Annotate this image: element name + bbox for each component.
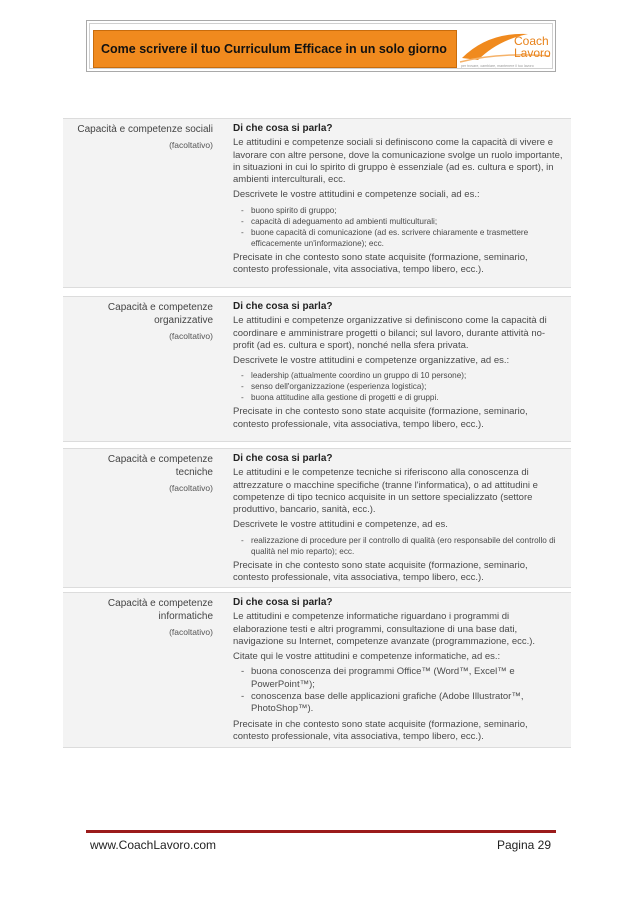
- list-item: - buono spirito di gruppo;: [233, 205, 563, 216]
- section-closing: Precisate in che contesto sono state acquisite (formazione, seminario, contesto professionale, vita associativa, tempo libero, ecc.).: [233, 251, 528, 276]
- section-closing: Precisate in che contesto sono state acquisite (formazione, seminario, contesto professionale, vita associativa, tempo libero, ecc.).: [233, 559, 528, 584]
- section-label: [63, 597, 213, 639]
- section-social-skills: [63, 118, 571, 288]
- section-intro: Citate qui le vostre attitudini e competenze informatiche, ad es.:: [233, 651, 501, 663]
- section-technical-skills: [63, 448, 571, 588]
- page-header: [86, 20, 556, 72]
- section-label: [63, 301, 213, 343]
- footer-website-link[interactable]: www.CoachLavoro.com: [90, 838, 217, 852]
- logo-graphic: [458, 26, 554, 70]
- section-paragraph: Le attitudini e le competenze tecniche si riferiscono alla conoscenza di attrezzature o macchine specifiche (tranne l'informatica), o ad attitudini e competenze di tipo tecnico acquisite in un settore specializzato (settore produttivo, bancario, sanità, ecc.).: [233, 467, 538, 516]
- section-paragraph: Le attitudini e competenze sociali si definiscono come la capacità di vivere e lavorare con altre persone, dove la comunicazione svolge un ruolo importante, in situazioni in cui lo spirito di gruppo è essenziale (ad es. cultura e sport), in ambienti interculturali, ecc.: [233, 137, 563, 186]
- list-item: - buona attitudine alla gestione di progetti e di gruppi.: [233, 392, 563, 403]
- section-organizational-skills: [63, 296, 571, 442]
- section-question: Di che cosa si parla?: [233, 123, 333, 134]
- list-item: - senso dell'organizzazione (esperienza logistica);: [233, 381, 563, 392]
- example-list: [233, 370, 563, 403]
- list-item: - conoscenza base delle applicazioni grafiche (Adobe Illustrator™, PhotoShop™).: [233, 691, 563, 716]
- section-label: [63, 453, 213, 495]
- optional-note: (facoltativo): [169, 140, 213, 150]
- footer-rule: [86, 830, 556, 833]
- list-item: - leadership (attualmente coordino un gruppo di 10 persone);: [233, 370, 563, 381]
- example-list: [233, 666, 563, 715]
- coach-lavoro-logo: [458, 26, 554, 70]
- label-line: Capacità e competenze: [107, 454, 213, 465]
- logo-line-2: Lavoro: [514, 46, 551, 60]
- section-question: Di che cosa si parla?: [233, 597, 333, 608]
- optional-note: (facoltativo): [169, 483, 213, 493]
- list-item: - buone capacità di comunicazione (ad es. scrivere chiaramente e trasmettere efficacemente un'informazione); ecc.: [233, 227, 563, 249]
- logo-line-1: Coach: [514, 34, 549, 48]
- section-body: [233, 453, 563, 587]
- section-question: Di che cosa si parla?: [233, 301, 333, 312]
- label-line: Capacità e competenze: [107, 598, 213, 609]
- label-line: tecniche: [175, 467, 213, 478]
- section-body: [233, 597, 563, 746]
- section-computer-skills: [63, 592, 571, 748]
- title-bar: [93, 30, 457, 68]
- label-line: organizzative: [154, 315, 213, 326]
- section-closing: Precisate in che contesto sono state acquisite (formazione, seminario, contesto professionale, vita associativa, tempo libero, ecc.).: [233, 718, 528, 742]
- label-line: informatiche: [158, 611, 213, 622]
- section-closing: Precisate in che contesto sono state acquisite (formazione, seminario, contesto professionale, vita associativa, tempo libero, ecc.).: [233, 406, 528, 430]
- section-body: [233, 301, 563, 434]
- section-intro: Descrivete le vostre attitudini e competenze, ad es.: [233, 519, 448, 531]
- list-item: - realizzazione di procedure per il controllo di qualità (ero responsabile del controllo di qualità nel mio reparto); ecc.: [233, 535, 563, 557]
- optional-note: (facoltativo): [169, 331, 213, 341]
- header-frame: [89, 23, 553, 69]
- section-paragraph: Le attitudini e competenze organizzative si definiscono come la capacità di coordinare e amministrare progetti o bilanci; sul lavoro, durante attività no-profit (ad es. cultura e sport), nonché nella sfera privata.: [233, 315, 547, 351]
- section-intro: Descrivete le vostre attitudini e competenze organizzative, ad es.:: [233, 355, 510, 367]
- optional-note: (facoltativo): [169, 627, 213, 637]
- section-label: [63, 123, 213, 152]
- section-question: Di che cosa si parla?: [233, 453, 333, 464]
- label-line: Capacità e competenze sociali: [77, 124, 213, 135]
- logo-tagline: per trovare, cambiare, mantenere il tuo lavoro: [461, 64, 534, 68]
- document-title: Come scrivere il tuo Curriculum Efficace in un solo giorno: [101, 42, 447, 56]
- section-body: [233, 123, 563, 279]
- example-list: [233, 535, 563, 557]
- section-intro: Descrivete le vostre attitudini e competenze sociali, ad es.:: [233, 189, 480, 201]
- example-list: [233, 205, 563, 249]
- list-item: - capacità di adeguamento ad ambienti multiculturali;: [233, 216, 563, 227]
- section-paragraph: Le attitudini e competenze informatiche riguardano i programmi di elaborazione testi e altri programmi, consultazione di una base dati, navigazione su Internet, competenze avanzate (programmazione, ecc.).: [233, 611, 536, 647]
- list-item: - buona conoscenza dei programmi Office™ (Word™, Excel™ e PowerPoint™);: [233, 666, 563, 691]
- label-line: Capacità e competenze: [107, 302, 213, 313]
- page-number: Pagina 29: [496, 838, 551, 852]
